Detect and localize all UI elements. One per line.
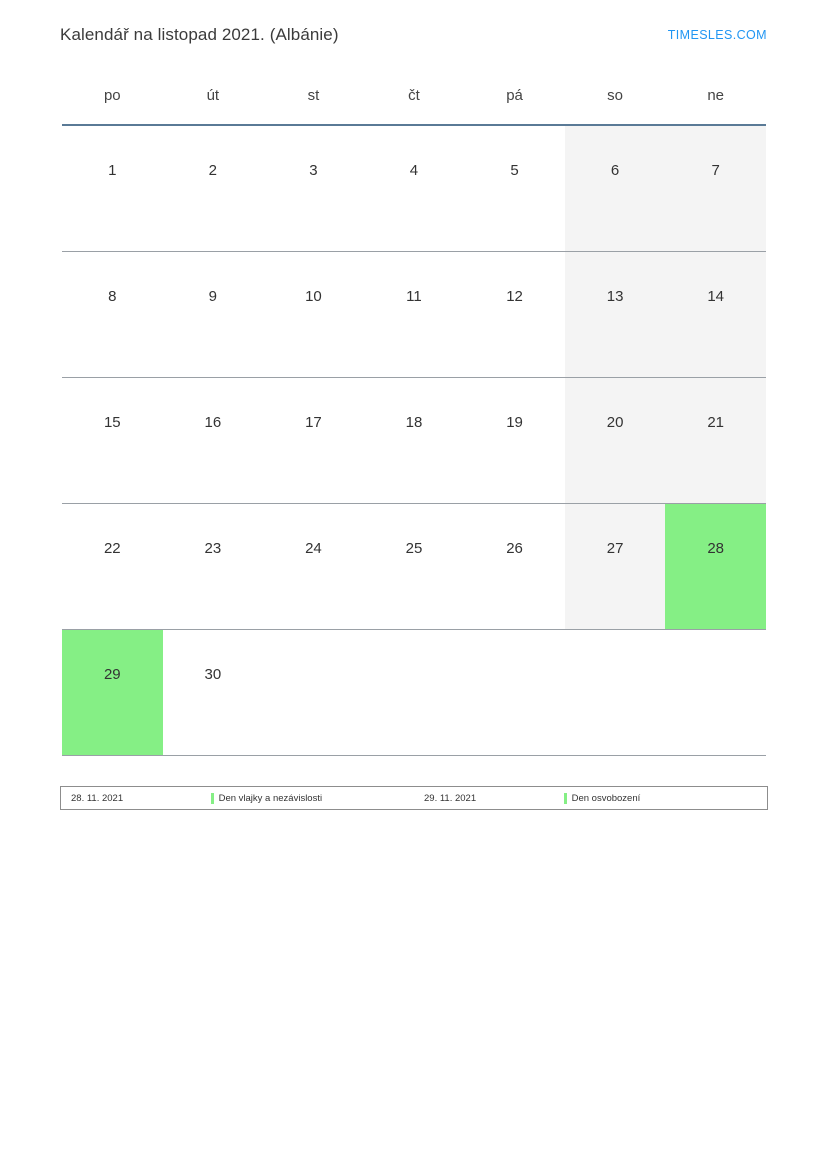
day-cell[interactable] (62, 504, 163, 630)
day-number (665, 630, 766, 755)
day-cell-empty (263, 630, 364, 756)
day-cell[interactable] (163, 252, 264, 378)
day-cell-empty (364, 630, 465, 756)
day-cell[interactable] (364, 504, 465, 630)
day-cell[interactable] (464, 378, 565, 504)
day-number: 26 (506, 540, 523, 557)
weekday-header-su: ne (707, 86, 725, 104)
brand-link[interactable]: TIMESLES.COM (667, 28, 767, 42)
day-number: 2 (208, 162, 218, 179)
day-number: 6 (565, 126, 666, 251)
day-number: 5 (510, 162, 519, 179)
day-cell[interactable] (263, 125, 364, 252)
holiday-color-swatch-icon (564, 793, 567, 804)
day-number: 15 (103, 414, 121, 431)
calendar-header-row (62, 84, 766, 125)
day-cell[interactable] (364, 125, 465, 252)
day-cell[interactable] (565, 125, 666, 252)
day-cell[interactable] (464, 125, 565, 252)
day-number: 10 (305, 288, 322, 305)
day-cell[interactable] (464, 504, 565, 630)
calendar-week-row (62, 378, 766, 504)
day-number: 22 (103, 540, 121, 557)
day-cell-empty (665, 630, 766, 756)
day-number: 17 (305, 414, 322, 431)
day-number: 24 (305, 540, 322, 557)
day-cell[interactable] (464, 252, 565, 378)
calendar-week-row (62, 504, 766, 630)
day-number: 29 (62, 630, 163, 755)
weekday-header-sa: so (607, 86, 624, 104)
day-number: 28 (665, 504, 766, 629)
day-cell[interactable] (565, 378, 666, 504)
day-cell-empty (464, 630, 565, 756)
day-number: 30 (204, 666, 222, 683)
day-number: 25 (405, 540, 423, 557)
day-cell[interactable] (163, 378, 264, 504)
day-cell[interactable] (364, 252, 465, 378)
day-number: 18 (405, 414, 423, 431)
day-cell[interactable] (565, 504, 666, 630)
day-cell-holiday[interactable] (665, 504, 766, 630)
day-number (263, 630, 364, 755)
weekday-header-fr: pá (506, 86, 523, 104)
day-number (464, 630, 565, 755)
day-number: 21 (665, 378, 766, 503)
day-number (565, 630, 666, 755)
calendar-week-row (62, 252, 766, 378)
day-cell[interactable] (364, 378, 465, 504)
page-title: Kalendář na listopad 2021. (Albánie) (60, 25, 339, 44)
day-number: 3 (309, 162, 318, 179)
weekday-header-we: st (307, 86, 320, 104)
day-cell[interactable] (565, 252, 666, 378)
day-number: 1 (108, 162, 117, 179)
day-cell[interactable] (62, 125, 163, 252)
day-number: 13 (565, 252, 666, 377)
day-number: 16 (204, 414, 222, 431)
day-number: 14 (665, 252, 766, 377)
legend-item (211, 793, 414, 804)
legend-label: Den vlajky a nezávislosti (218, 792, 323, 804)
legend-label: Den osvobození (571, 792, 641, 804)
day-cell[interactable] (665, 378, 766, 504)
calendar-week-row (62, 125, 766, 252)
day-number (364, 630, 465, 755)
day-cell[interactable] (62, 252, 163, 378)
legend-date: 28. 11. 2021 (71, 792, 124, 804)
day-cell[interactable] (163, 125, 264, 252)
day-cell[interactable] (163, 630, 264, 756)
calendar-body (62, 125, 766, 756)
day-number: 27 (565, 504, 666, 629)
day-cell[interactable] (263, 504, 364, 630)
day-number: 8 (108, 288, 117, 305)
weekday-header-mo: po (103, 86, 121, 104)
day-number: 7 (665, 126, 766, 251)
day-number: 23 (204, 540, 222, 557)
day-cell[interactable] (163, 504, 264, 630)
day-number: 9 (208, 288, 218, 305)
day-cell-holiday[interactable] (62, 630, 163, 756)
day-cell[interactable] (665, 125, 766, 252)
weekday-header-th: čt (408, 86, 420, 104)
day-cell[interactable] (263, 252, 364, 378)
day-number: 11 (406, 288, 422, 305)
day-cell[interactable] (263, 378, 364, 504)
day-number: 12 (506, 288, 523, 305)
day-cell[interactable] (665, 252, 766, 378)
calendar-week-row (62, 630, 766, 756)
day-number: 19 (506, 414, 523, 431)
day-cell-empty (565, 630, 666, 756)
holiday-legend (60, 786, 768, 810)
page-header (60, 18, 767, 52)
weekday-header-tu: út (206, 86, 220, 104)
day-number: 4 (409, 162, 419, 179)
legend-item (564, 793, 767, 804)
legend-date: 29. 11. 2021 (424, 792, 477, 804)
calendar-table (62, 84, 766, 756)
day-cell[interactable] (62, 378, 163, 504)
day-number: 20 (565, 378, 666, 503)
holiday-color-swatch-icon (211, 793, 214, 804)
